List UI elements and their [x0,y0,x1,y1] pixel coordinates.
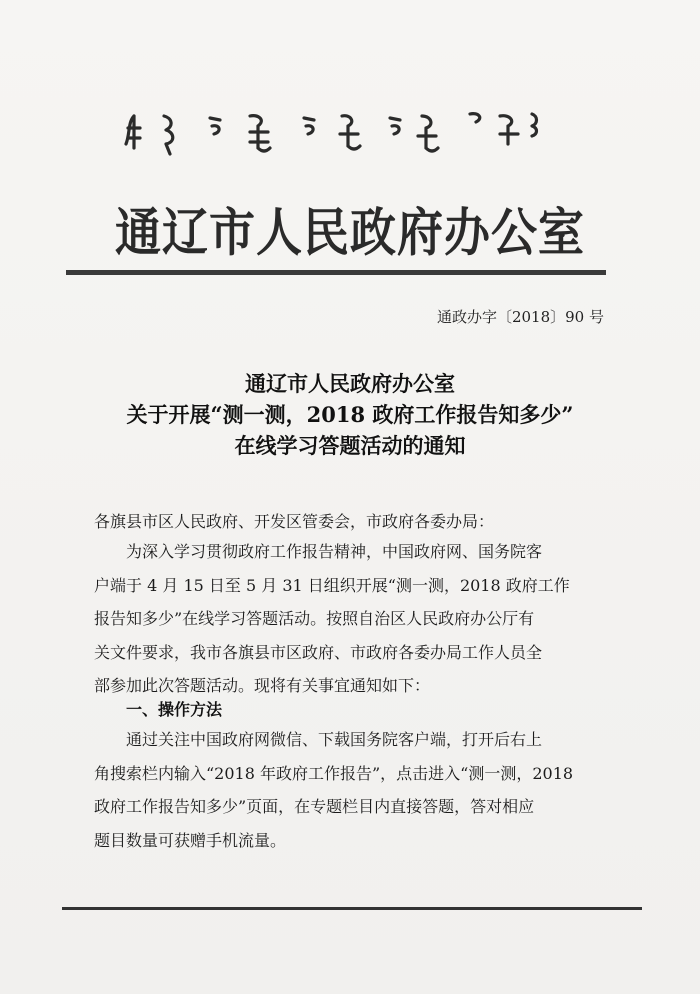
document-number: 通政办字〔2018〕90 号 [436,308,604,326]
paragraph-line: 关文件要求，我市各旗县市区政府、市政府各委办局工作人员全 [94,642,543,662]
body-paragraph-2 [94,723,606,857]
notice-title [0,368,700,461]
paragraph-line: 通过关注中国政府网微信、下载国务院客户端，打开后右上 [94,730,543,749]
section-heading-operation-method: 一、操作方法 [126,700,223,719]
addressee-line: 各旗县市区人民政府、开发区管委会，市政府各委办局： [94,512,495,531]
paragraph-line: 角搜索栏内输入“2018 年政府工作报告”，点击进入“测一测，2018 [94,763,574,783]
notice-title-line-1: 通辽市人民政府办公室 [245,371,455,396]
paragraph-line: 题目数量可获赠手机流量。 [94,830,287,850]
notice-title-line-2: 关于开展“测一测，2018 政府工作报告知多少” [126,402,574,427]
footer-divider [62,907,642,910]
paragraph-line: 为深入学习贯彻政府工作报告精神，中国政府网、国务院客 [94,542,543,561]
letterhead-divider [66,270,606,275]
office-letterhead-title: 通辽市人民政府办公室 [115,202,585,263]
notice-title-line-3: 在线学习答题活动的通知 [234,433,466,458]
paragraph-line: 报告知多少”在线学习答题活动。按照自治区人民政府办公厅有 [94,609,535,628]
paragraph-line: 户端于 4 月 15 日至 5 月 31 日组织开展“测一测，2018 政府工作 [94,575,570,595]
body-paragraph-1 [94,535,606,703]
paragraph-line: 政府工作报告知多少”页面，在专题栏目内直接答题，答对相应 [94,797,535,816]
paragraph-line: 部参加此次答题活动。现将有关事宜通知如下： [94,676,431,695]
mongolian-script-icon [120,104,540,160]
